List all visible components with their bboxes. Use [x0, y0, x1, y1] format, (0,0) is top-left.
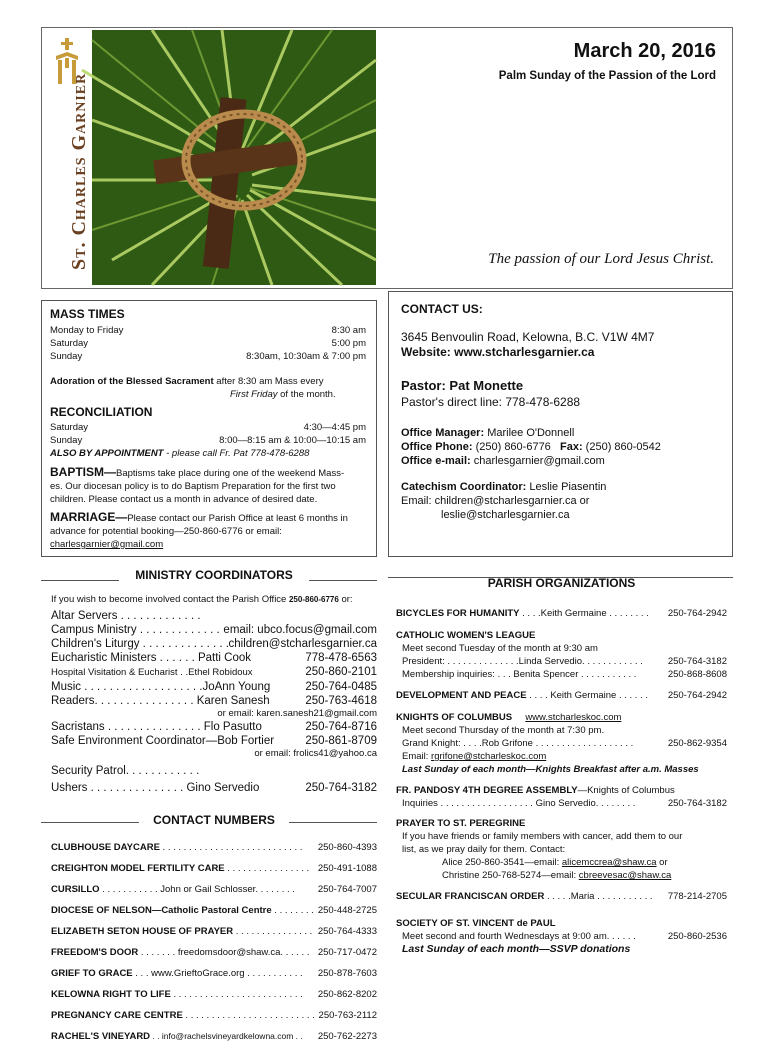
ministry-row: Campus Ministry . . . . . . . . . . . . . email: ubco.focus@gmail.com — [51, 624, 377, 636]
contact-numbers-title: CONTACT NUMBERS — [139, 813, 289, 835]
org-development: DEVELOPMENT AND PEACE . . . . Keith Germaine . . . . . . 250-764-2942 — [396, 690, 727, 701]
ministry-row: Ushers . . . . . . . . . . . . . . . Gino Servedio 250-764-3182 — [51, 782, 377, 794]
ministry-row: or email: karen.sanesh21@gmail.com — [217, 708, 377, 719]
photo-caption: The passion of our Lord Jesus Christ. — [488, 251, 714, 267]
number-row: PREGNANCY CARE CENTRE . . . . . . . . . . . . . . . . . . . . . . . . . 250-763-2112 — [51, 1010, 377, 1021]
kofc-website-link[interactable]: www.stcharleskoc.com — [525, 712, 622, 723]
number-row: FREEDOM'S DOOR . . . . . . . freedomsdoor@shaw.ca. . . . . . 250-717-0472 — [51, 947, 377, 958]
ministry-row: Eucharistic Ministers . . . . . . Patti Cook 778-478-6563 — [51, 652, 377, 664]
org-kofc-note: Last Sunday of each month—Knights Breakfast after a.m. Masses — [402, 764, 699, 775]
org-cwl-membership: Membership inquiries: . . . Benita Spencer . . . . . . . . . . . 250-868-8608 — [402, 669, 727, 680]
palm-cross-photo — [92, 30, 376, 285]
ministry-row: or email: frolics41@yahoo.ca — [254, 748, 377, 759]
org-sfo: SECULAR FRANCISCAN ORDER . . . . .Maria . . . . . . . . . . . 778-214-2705 — [396, 891, 727, 902]
parish-name: St. Charles Garnier — [68, 72, 90, 270]
ministry-row: Safe Environment Coordinator—Bob Fortier 250-861-8709 — [51, 735, 377, 747]
office-manager-line: Office Manager: Marilee O'Donnell — [401, 427, 575, 439]
number-row: ELIZABETH SETON HOUSE OF PRAYER . . . . . . . . . . . . . . . 250-764-4333 — [51, 926, 377, 937]
parish-organizations-section — [396, 576, 727, 956]
number-row: DIOCESE OF NELSON—Catholic Pastoral Centre . . . . . . . . 250-448-2725 — [51, 905, 377, 916]
ministry-row: Music . . . . . . . . . . . . . . . . . . .JoAnn Young 250-764-0485 — [51, 681, 377, 693]
office-phone-line: Office Phone: (250) 860-6776 Fax: (250) 860-0542 — [401, 441, 661, 453]
org-svdp-title: SOCIETY OF ST. VINCENT de PAUL — [396, 918, 556, 929]
reconciliation-title: RECONCILIATION — [50, 405, 153, 419]
ministry-row: Children's Liturgy . . . . . . . . . . . . . . children@stcharlesgarnier.ca — [51, 638, 377, 650]
kofc-email-link[interactable]: rgrifone@stcharleskoc.com — [431, 751, 547, 762]
website-link[interactable]: www.stcharlesgarnier.ca — [454, 345, 595, 359]
baptism-line: BAPTISM—Baptisms take place during one of the weekend Mass- — [50, 465, 345, 479]
org-kofc-title: KNIGHTS OF COLUMBUS www.stcharleskoc.com — [396, 712, 622, 723]
org-peregrine-christine: Christine 250-768-5274—email: cbreevesac@shaw.ca — [442, 870, 672, 881]
adoration-text: Adoration of the Blessed Sacrament after 8:30 am Mass every — [50, 376, 324, 387]
mass-times-title: MASS TIMES — [50, 307, 125, 321]
mass-times-box — [41, 300, 377, 557]
org-kofc-meet: Meet second Thursday of the month at 7:30 pm. — [402, 725, 605, 736]
recon-row: Saturday 4:30—4:45 pm — [50, 422, 366, 433]
ministry-row: Sacristans . . . . . . . . . . . . . . . Flo Pasutto 250-764-8716 — [51, 721, 377, 733]
number-row: RACHEL'S VINEYARD . . info@rachelsvineyardkelowna.com . . 250-762-2273 — [51, 1031, 377, 1042]
number-row: GRIEF TO GRACE . . . www.GrieftoGrace.org . . . . . . . . . . . 250-878-7603 — [51, 968, 377, 979]
marriage-line: advance for potential booking—250-860-6776 or email: — [50, 526, 282, 537]
contact-title: CONTACT US: — [401, 302, 483, 316]
pastor-line: Pastor: Pat Monette — [401, 378, 524, 393]
ministry-section — [51, 568, 377, 795]
office-email-line: Office e-mail: charlesgarnier@gmail.com — [401, 455, 605, 467]
org-cwl-meet: Meet second Tuesday of the month at 9:30 am — [402, 643, 598, 654]
ministry-row: Altar Servers . . . . . . . . . . . . . — [51, 610, 201, 622]
catechism-email[interactable]: Email: children@stcharlesgarnier.ca or — [401, 495, 590, 507]
org-svdp-note: Last Sunday of each month—SSVP donations — [402, 943, 631, 955]
ministry-intro: If you wish to become involved contact the Parish Office 250-860-6776 or: — [51, 594, 353, 605]
org-bicycles: BICYCLES FOR HUMANITY . . . .Keith Germaine . . . . . . . . 250-764-2942 — [396, 608, 727, 619]
ministry-title: MINISTRY COORDINATORS — [119, 568, 309, 586]
mass-row: Sunday 8:30am, 10:30am & 7:00 pm — [50, 351, 366, 362]
alice-email-link[interactable]: alicemccrea@shaw.ca — [561, 857, 657, 868]
org-svdp-meet: Meet second and fourth Wednesdays at 9:00 am. . . . . . 250-860-2536 — [402, 931, 727, 942]
orgs-title: PARISH ORGANIZATIONS — [487, 576, 636, 590]
contact-box — [388, 291, 733, 557]
number-row: CREIGHTON MODEL FERTILITY CARE . . . . . . . . . . . . . . . . 250-491-1088 — [51, 863, 377, 874]
recon-row: Sunday 8:00—8:15 am & 10:00—10:15 am — [50, 435, 366, 446]
pastor-direct-line: Pastor's direct line: 778-478-6288 — [401, 395, 581, 409]
website-line: Website: www.stcharlesgarnier.ca — [401, 345, 595, 359]
org-peregrine-alice: Alice 250-860-3541—email: alicemccrea@shaw.ca or — [442, 857, 668, 868]
marriage-line: MARRIAGE—Please contact our Parish Office at least 6 months in — [50, 510, 348, 524]
ministry-row: Hospital Visitation & Eucharist . .Ethel Robidoux 250-860-2101 — [51, 666, 377, 678]
org-kofc-email: Email: rgrifone@stcharleskoc.com — [402, 751, 547, 762]
adoration-line2: First Friday of the month. — [230, 389, 336, 400]
contact-numbers-section — [51, 813, 377, 1051]
feast-title: Palm Sunday of the Passion of the Lord — [498, 70, 716, 82]
number-row: KELOWNA RIGHT TO LIFE . . . . . . . . . . . . . . . . . . . . . . . . . 250-862-8202 — [51, 989, 377, 1000]
office-email-link[interactable]: charlesgarnier@gmail.com — [473, 455, 605, 467]
org-pandosy: FR. PANDOSY 4TH DEGREE ASSEMBLY—Knights of Columbus — [396, 785, 675, 796]
marriage-email-link[interactable]: charlesgarnier@gmail.com — [50, 539, 164, 550]
ministry-row: Readers. . . . . . . . . . . . . . . . Karen Sanesh 250-763-4618 — [51, 695, 377, 707]
baptism-line: children. Please contact us a month in advance of desired date. — [50, 494, 318, 505]
number-row: CLUBHOUSE DAYCARE . . . . . . . . . . . . . . . . . . . . . . . . . . . 250-860-4393 — [51, 842, 377, 853]
org-kofc-gk: Grand Knight: . . . .Rob Grifone . . . . . . . . . . . . . . . . . . . 250-862-9354 — [402, 738, 727, 749]
christine-email-link[interactable]: cbreevesac@shaw.ca — [578, 870, 672, 881]
address: 3645 Benvoulin Road, Kelowna, B.C. V1W 4M7 — [401, 330, 655, 344]
org-cwl-title: CATHOLIC WOMEN'S LEAGUE — [396, 630, 536, 641]
catechism-email2[interactable]: leslie@stcharlesgarnier.ca — [441, 509, 570, 521]
catechism-line: Catechism Coordinator: Leslie Piasentin — [401, 481, 607, 493]
baptism-line: es. Our diocesan policy is to do Baptism Preparation for the first two — [50, 481, 336, 492]
number-row: CURSILLO . . . . . . . . . . . John or Gail Schlosser. . . . . . . . 250-764-7007 — [51, 884, 377, 895]
mass-row: Saturday 5:00 pm — [50, 338, 366, 349]
org-pandosy-inquiries: Inquiries . . . . . . . . . . . . . . . . . . Gino Servedio. . . . . . . . 250-764-3182 — [402, 798, 727, 809]
org-cwl-president: President: . . . . . . . . . . . . . .Linda Servedio. . . . . . . . . . . . 250-764-3182 — [402, 656, 727, 667]
mass-row: Monday to Friday 8:30 am — [50, 325, 366, 336]
bulletin-date: March 20, 2016 — [573, 40, 716, 62]
ministry-row: Security Patrol. . . . . . . . . . . . — [51, 765, 200, 777]
org-peregrine-title: PRAYER TO ST. PEREGRINE — [396, 818, 526, 829]
org-peregrine-text: list, as we pray daily for them. Contact: — [402, 844, 566, 855]
recon-note: ALSO BY APPOINTMENT - please call Fr. Pat 778-478-6288 — [50, 448, 310, 459]
org-peregrine-text: If you have friends or family members with cancer, add them to our — [402, 831, 683, 842]
